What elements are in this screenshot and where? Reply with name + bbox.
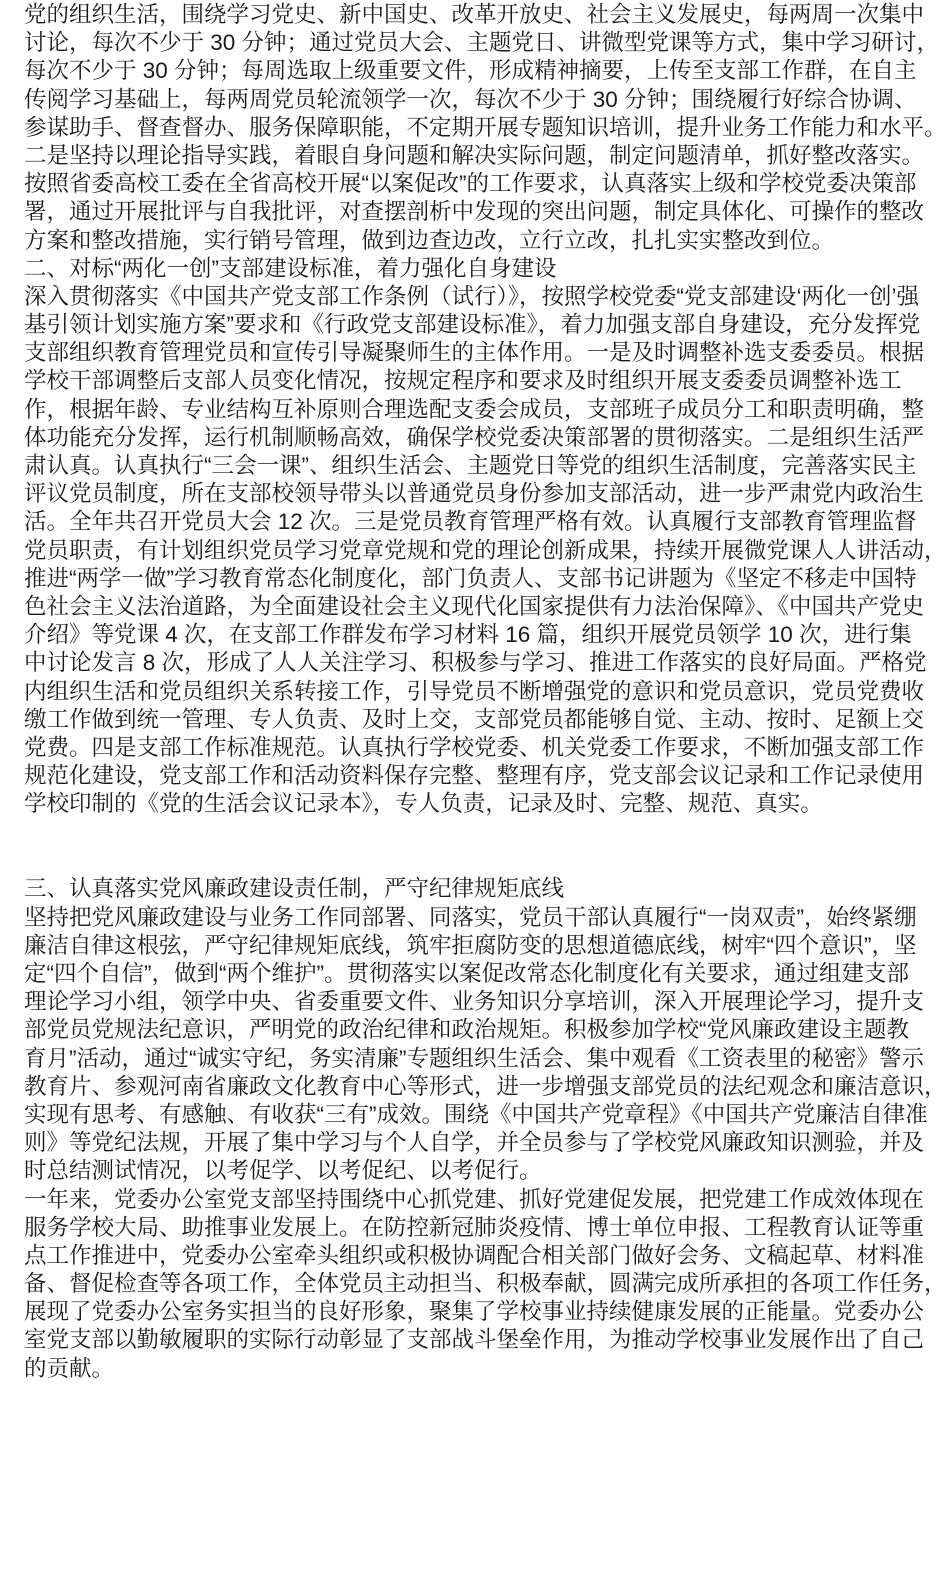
text-line: 学校干部调整后支部人员变化情况，按规定程序和要求及时组织开展支委委员调整补选工 bbox=[24, 368, 902, 394]
text-line: 理论学习小组，领学中央、省委重要文件、业务知识分享培训，深入开展理论学习，提升支 bbox=[24, 989, 925, 1015]
section-spacer bbox=[24, 818, 784, 875]
text-line: 内组织生活和党员组织关系转接工作，引导党员不断增强党的意识和党员意识，党员党费收 bbox=[24, 678, 925, 704]
text-line: 服务学校大局、助推事业发展上。在防控新冠肺炎疫情、博士单位申报、工程教育认证等重 bbox=[24, 1214, 925, 1240]
text-line: 三、认真落实党风廉政建设责任制，严守纪律规矩底线 bbox=[24, 876, 565, 902]
text-line: 则》等党纪法规，开展了集中学习与个人自学，并全员参与了学校党风廉政知识测验，并及 bbox=[24, 1130, 925, 1156]
text-line: 的贡献。 bbox=[24, 1355, 115, 1381]
text-line: 实现有思考、有感触、有收获“三有”成效。围绕《中国共产党章程》《中国共产党廉洁自律准 bbox=[24, 1101, 928, 1127]
text-line: 展现了党委办公室务实担当的良好形象，聚集了学校事业持续健康发展的正能量。党委办公 bbox=[24, 1299, 925, 1325]
text-line: 支部组织教育管理党员和宣传引导凝聚师生的主体作用。一是及时调整补选支委委员。根据 bbox=[24, 340, 925, 366]
text-line: 时总结测试情况，以考促学、以考促纪、以考促行。 bbox=[24, 1158, 542, 1184]
text-line: 推进“两学一做”学习教育常态化制度化，部门负责人、支部书记讲题为《坚定不移走中国特 bbox=[24, 565, 917, 591]
text-line: 教育片、参观河南省廉政文化教育中心等形式，进一步增强支部党员的法纪观念和廉洁意识， bbox=[24, 1073, 947, 1099]
text-line: 按照省委高校工委在全省高校开展“以案促改”的工作要求，认真落实上级和学校党委决策部 bbox=[24, 171, 917, 197]
text-line: 学校印制的《党的生活会议记录本》，专人负责，记录及时、完整、规范、真实。 bbox=[24, 791, 823, 817]
text-line: 育月”活动，通过“诚实守纪，务实清廉”专题组织生活会、集中观看《工资表里的秘密》警示 bbox=[24, 1045, 924, 1071]
paragraph-body bbox=[24, 1, 947, 255]
document-body bbox=[24, 1, 947, 1383]
section-heading bbox=[24, 875, 784, 903]
text-line: 二是坚持以理论指导实践，着眼自身问题和解决实际问题，制定问题清单，抓好整改落实。 bbox=[24, 142, 925, 168]
text-line: 介绍》等党课 4 次，在支部工作群发布学习材料 16 篇，组织开展党员领学 10 次，进行集 bbox=[24, 622, 912, 648]
text-line: 党员职责，有计划组织党员学习党章党规和党的理论创新成果，持续开展微党课人人讲活动， bbox=[24, 537, 947, 563]
text-line: 讨论，每次不少于 30 分钟；通过党员大会、主题党日、讲微型党课等方式，集中学习研讨， bbox=[24, 30, 940, 56]
text-line: 色社会主义法治道路，为全面建设社会主义现代化国家提供有力法治保障》、《中国共产党史 bbox=[24, 593, 925, 619]
text-line: 体功能充分发挥，运行机制顺畅高效，确保学校党委决策部署的贯彻落实。二是组织生活严 bbox=[24, 424, 925, 450]
text-line: 规范化建设，党支部工作和活动资料保存完整、整理有序，党支部会议记录和工作记录使用 bbox=[24, 763, 925, 789]
text-line: 作，根据年龄、专业结构互补原则合理选配支委会成员，支部班子成员分工和职责明确，整 bbox=[24, 396, 925, 422]
text-line: 廉洁自律这根弦，严守纪律规矩底线，筑牢拒腐防变的思想道德底线，树牢“四个意识”，坚 bbox=[24, 932, 917, 958]
text-line: 室党支部以勤敏履职的实际行动彰显了支部战斗堡垒作用，为推动学校事业发展作出了自己 bbox=[24, 1327, 925, 1353]
text-line: 深入贯彻落实《中国共产党支部工作条例（试行）》，按照学校党委“党支部建设‘两化一创’强 bbox=[24, 283, 919, 309]
text-line: 部党员党规法纪意识，严明党的政治纪律和政治规矩。积极参加学校“党风廉政建设主题教 bbox=[24, 1017, 909, 1043]
text-line: 评议党员制度，所在支部校领导带头以普通党员身份参加支部活动，进一步严肃党内政治生 bbox=[24, 481, 925, 507]
text-line: 署，通过开展批评与自我批评，对查摆剖析中发现的突出问题，制定具体化、可操作的整改 bbox=[24, 199, 925, 225]
paragraph-conclusion bbox=[24, 1186, 947, 1383]
text-line: 一年来，党委办公室党支部坚持围绕中心抓党建、抓好党建促发展，把党建工作成效体现在 bbox=[24, 1186, 925, 1212]
text-line: 党费。四是支部工作标准规范。认真执行学校党委、机关党委工作要求，不断加强支部工作 bbox=[24, 734, 925, 760]
text-line: 备、督促检查等各项工作，全体党员主动担当、积极奉献，圆满完成所承担的各项工作任务， bbox=[24, 1271, 947, 1297]
text-line: 传阅学习基础上，每两周党员轮流领学一次，每次不少于 30 分钟；围绕履行好综合协调、 bbox=[24, 86, 917, 112]
text-line: 肃认真。认真执行“三会一课”、组织生活会、主题党日等党的组织生活制度，完善落实民主 bbox=[24, 453, 917, 478]
text-line: 活。全年共召开党员大会 12 次。三是党员教育管理严格有效。认真履行支部教育管理监督 bbox=[24, 509, 917, 535]
paragraph-body bbox=[24, 283, 947, 819]
text-line: 二、对标“两化一创”支部建设标准，着力强化自身建设 bbox=[24, 255, 557, 281]
text-line: 点工作推进中，党委办公室牵头组织或积极协调配合相关部门做好会务、文稿起草、材料准 bbox=[24, 1242, 925, 1268]
paragraph-body bbox=[24, 904, 947, 1186]
text-line: 中讨论发言 8 次，形成了人人关注学习、积极参与学习、推进工作落实的良好局面。严格党 bbox=[24, 650, 927, 676]
text-line: 缴工作做到统一管理、专人负责、及时上交，支部党员都能够自觉、主动、按时、足额上交 bbox=[24, 706, 925, 732]
text-line: 党的组织生活，围绕学习党史、新中国史、改革开放史、社会主义发展史，每两周一次集中 bbox=[24, 2, 925, 27]
text-line: 基引领计划实施方案”要求和《行政党支部建设标准》，着力加强支部自身建设，充分发挥党 bbox=[24, 312, 921, 338]
text-line: 参谋助手、督查督办、服务保障职能，不定期开展专题知识培训，提升业务工作能力和水平。 bbox=[24, 114, 947, 140]
text-line: 每次不少于 30 分钟；每周选取上级重要文件，形成精神摘要，上传至支部工作群，在自主 bbox=[24, 58, 917, 84]
section-heading bbox=[24, 255, 784, 283]
text-line: 方案和整改措施，实行销号管理，做到边查边改，立行立改，扎扎实实整改到位。 bbox=[24, 227, 835, 253]
text-line: 坚持把党风廉政建设与业务工作同部署、同落实，党员干部认真履行“一岗双责”，始终紧绷 bbox=[24, 904, 917, 930]
text-line: 定“四个自信”，做到“两个维护”。贯彻落实以案促改常态化制度化有关要求，通过组建支部 bbox=[24, 961, 909, 986]
